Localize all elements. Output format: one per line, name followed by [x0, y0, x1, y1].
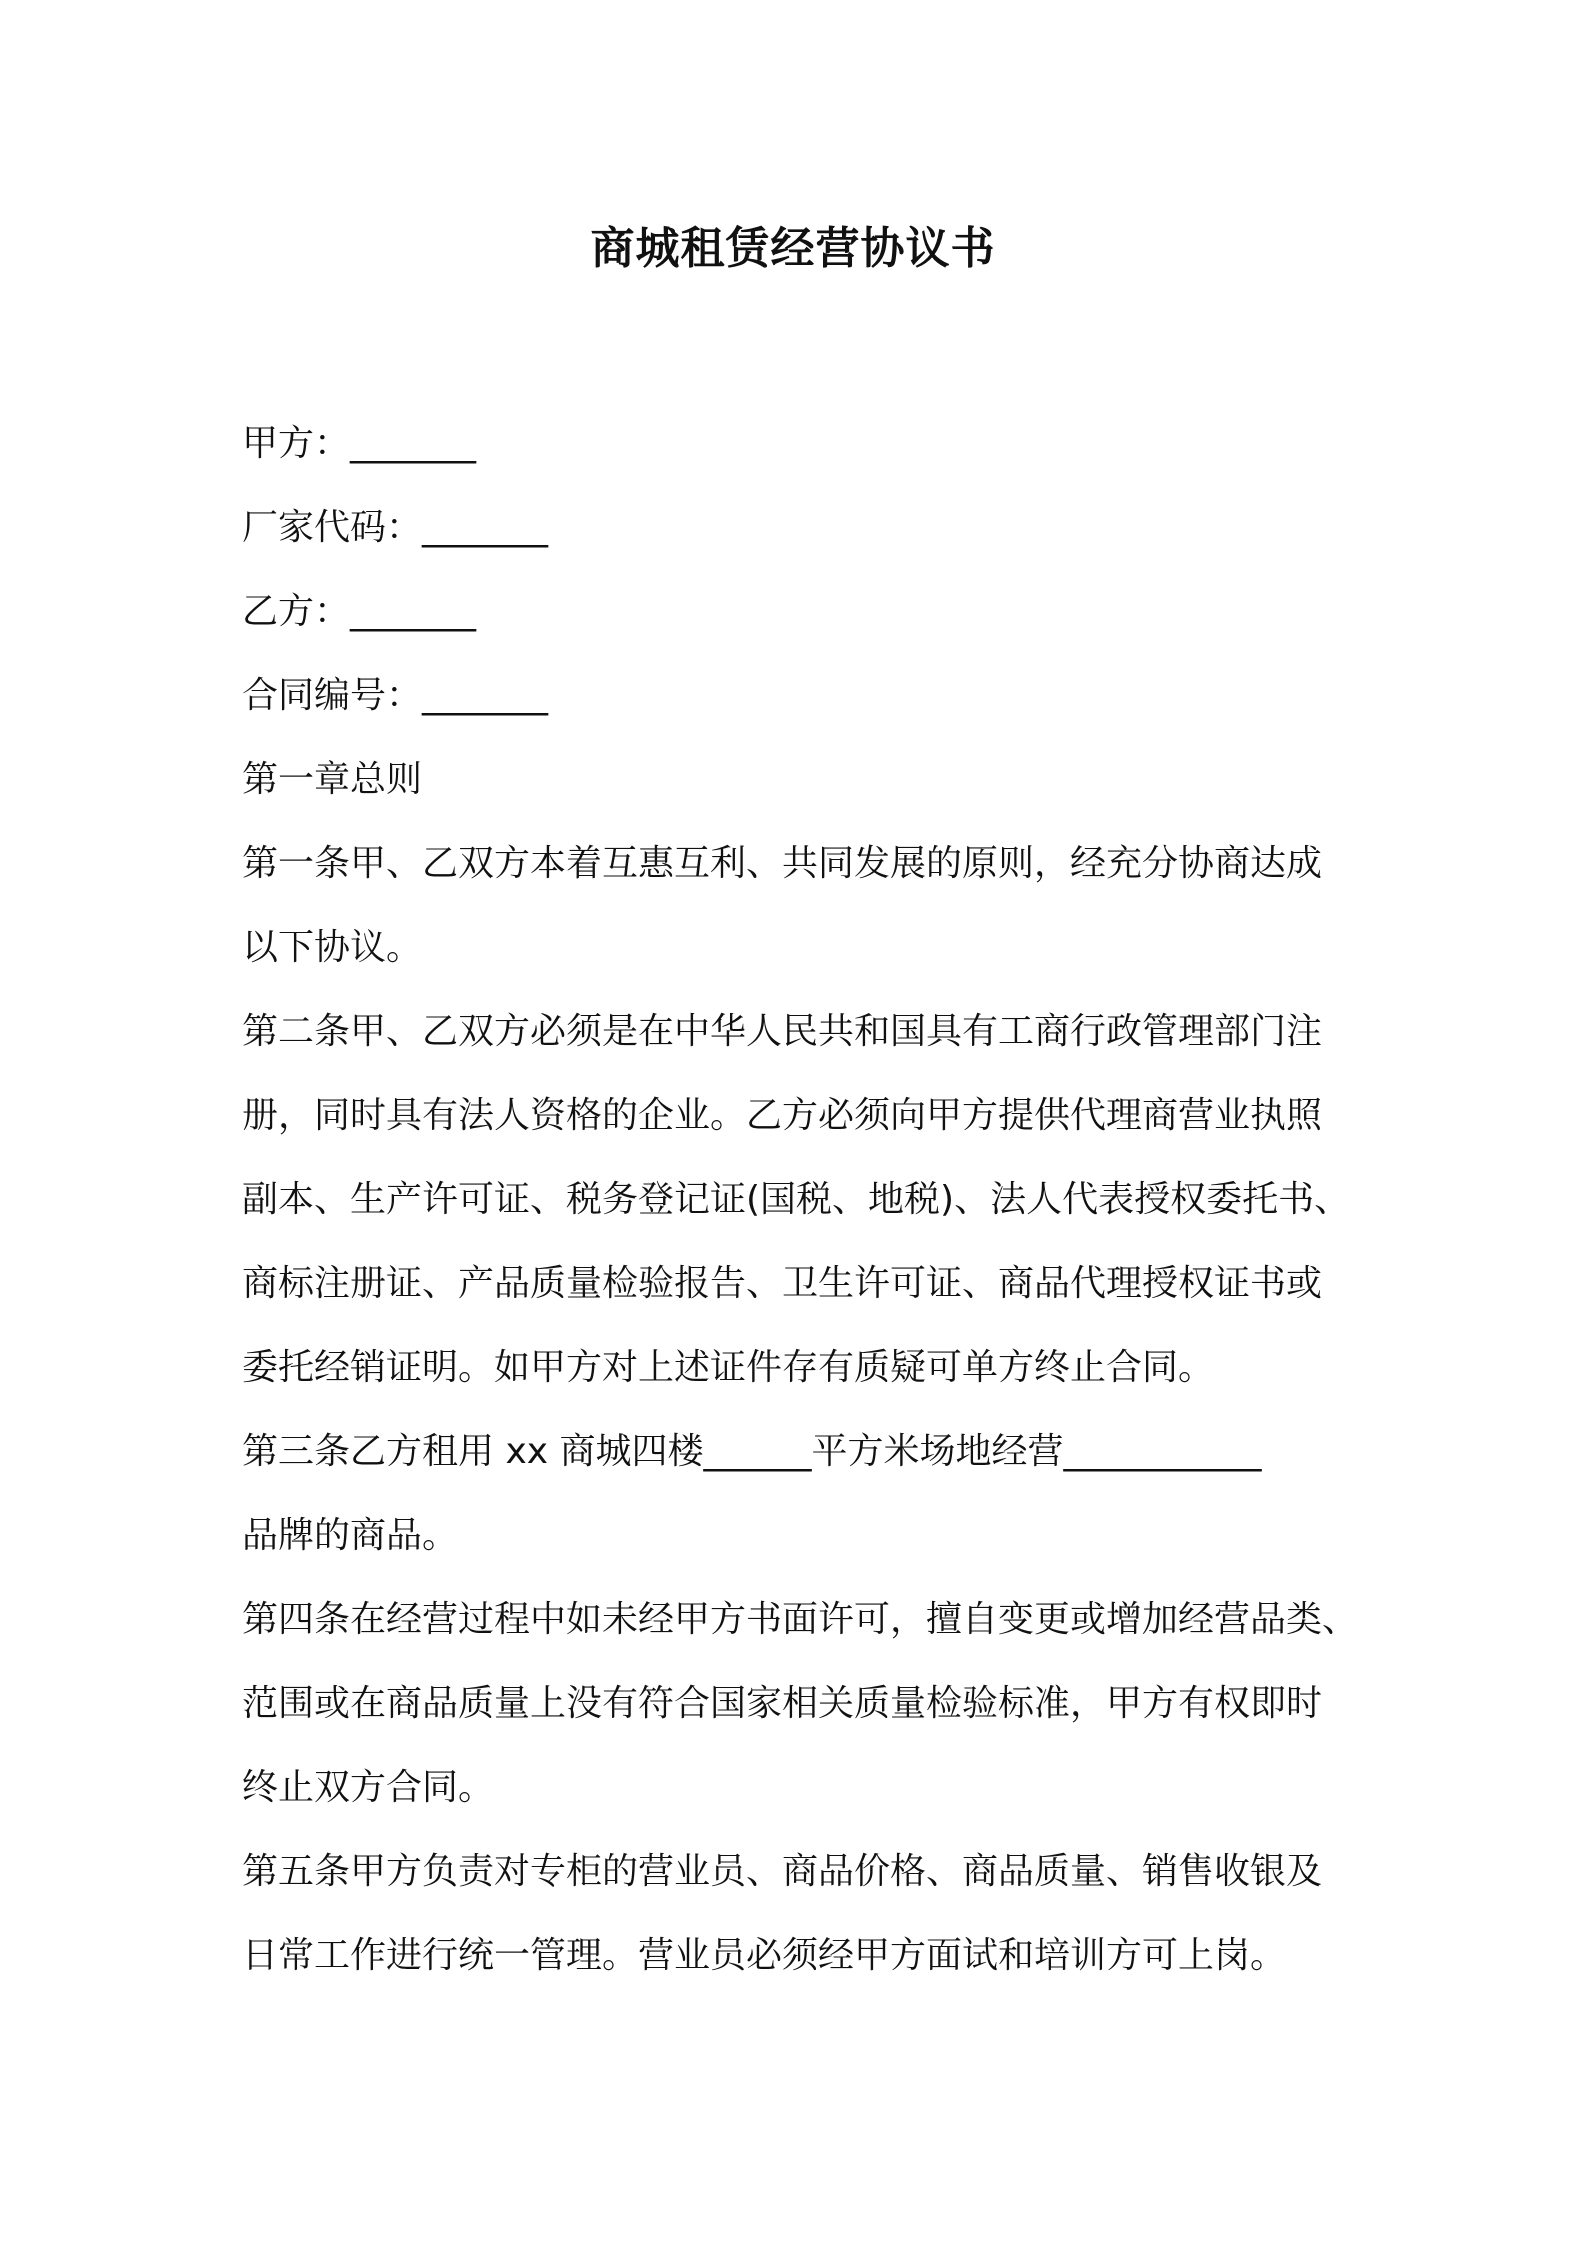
- vendor-code-line: 厂家代码：_______: [242, 507, 549, 548]
- article-line: 品牌的商品。: [242, 1515, 459, 1556]
- party-a-line: 甲方：_______: [242, 423, 477, 464]
- contract-number-line: 合同编号：_______: [242, 675, 549, 716]
- party-b-line: 乙方：_______: [242, 591, 477, 632]
- article-line: 委托经销证明。如甲方对上述证件存有质疑可单方终止合同。: [242, 1347, 1215, 1388]
- chapter-heading: 第一章总则: [242, 759, 423, 800]
- article-line: 第一条甲、乙双方本着互惠互利、共同发展的原则，经充分协商达成: [242, 843, 1323, 884]
- document-title: 商城租赁经营协议书: [590, 223, 996, 274]
- article-line: 以下协议。: [242, 927, 423, 968]
- article-line: 第四条在经营过程中如未经甲方书面许可，擅自变更或增加经营品类、: [242, 1599, 1359, 1640]
- article-line: 第二条甲、乙双方必须是在中华人民共和国具有工商行政管理部门注: [242, 1011, 1323, 1052]
- article-line: 第五条甲方负责对专柜的营业员、商品价格、商品质量、销售收银及: [242, 1851, 1323, 1892]
- article-line: 册，同时具有法人资格的企业。乙方必须向甲方提供代理商营业执照: [242, 1095, 1323, 1136]
- article-line: 日常工作进行统一管理。营业员必须经甲方面试和培训方可上岗。: [242, 1935, 1287, 1976]
- article-line: 第三条乙方租用 xx 商城四楼______平方米场地经营___________: [242, 1431, 1262, 1472]
- article-line: 范围或在商品质量上没有符合国家相关质量检验标准，甲方有权即时: [242, 1683, 1323, 1724]
- document-body: [242, 402, 1372, 1998]
- article-line: 终止双方合同。: [242, 1767, 495, 1808]
- article-line: 副本、生产许可证、税务登记证(国税、地税)、法人代表授权委托书、: [242, 1179, 1351, 1220]
- article-line: 商标注册证、产品质量检验报告、卫生许可证、商品代理授权证书或: [242, 1263, 1323, 1304]
